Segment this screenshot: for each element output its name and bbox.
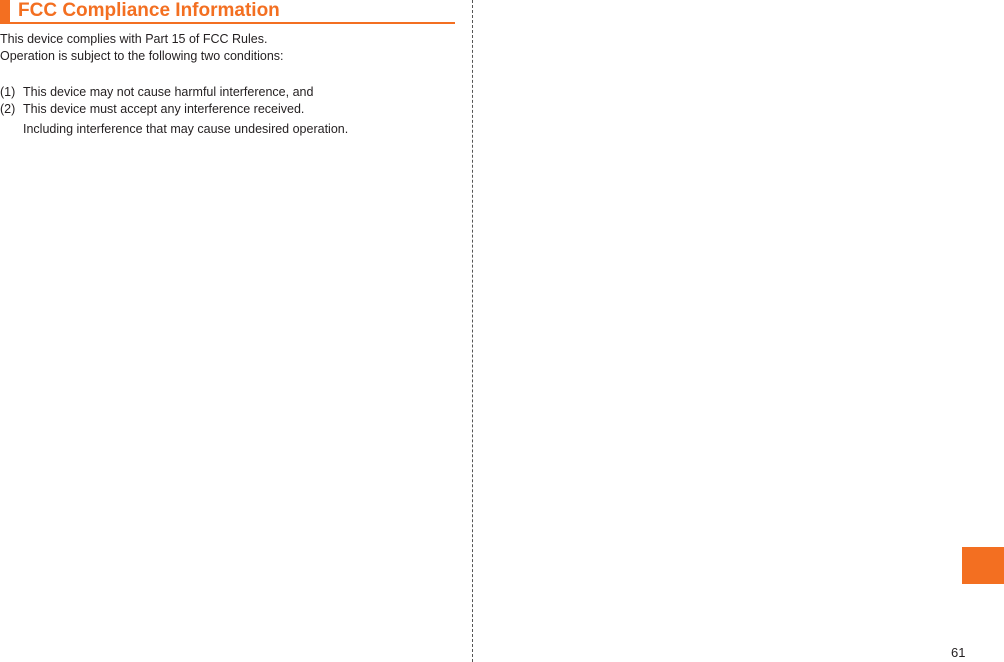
condition-number: (2) — [0, 102, 16, 116]
condition-item-2 — [0, 101, 304, 117]
condition-item-2-continuation: Including interference that may cause undesired operation. — [23, 122, 349, 136]
page-divider — [472, 0, 473, 662]
section-heading — [0, 0, 455, 24]
page-title: FCC Compliance Information — [18, 0, 280, 21]
chapter-tab — [962, 547, 1004, 584]
heading-marker — [0, 0, 10, 22]
condition-text: This device may not cause harmful interference, and — [23, 85, 314, 99]
intro-line-1: This device complies with Part 15 of FCC Rules. — [0, 32, 268, 46]
condition-text: This device must accept any interference received. — [23, 102, 305, 116]
intro-line-2: Operation is subject to the following two conditions: — [0, 49, 284, 63]
condition-number: (1) — [0, 85, 16, 99]
condition-item-1 — [0, 84, 313, 100]
page-number: 61 — [951, 645, 966, 660]
